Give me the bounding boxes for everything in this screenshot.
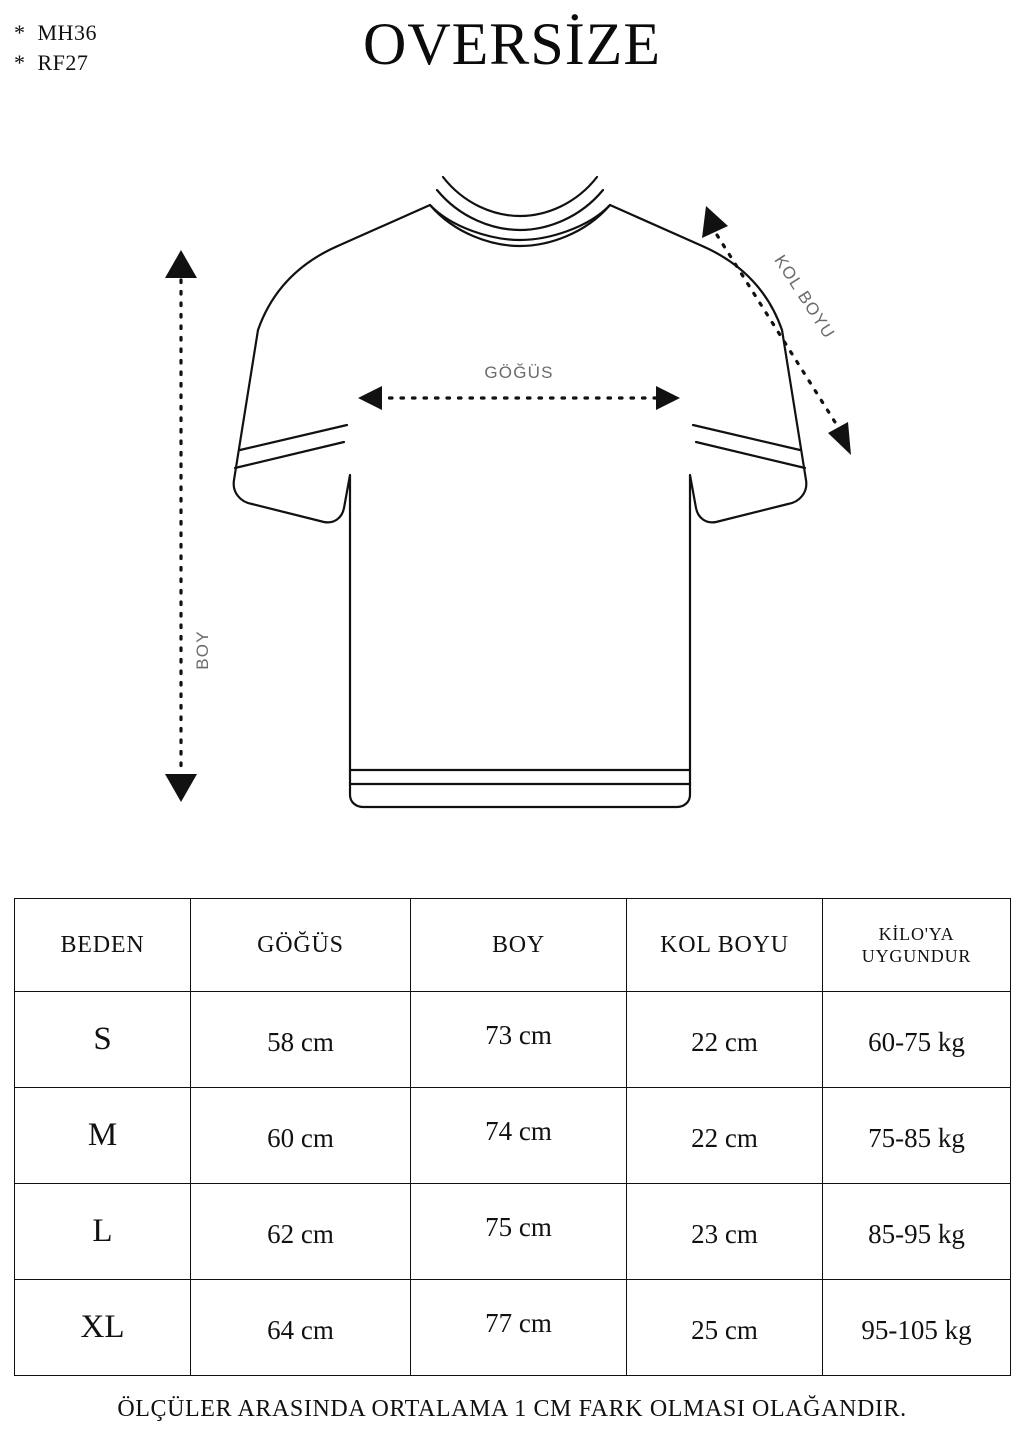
footnote: ÖLÇÜLER ARASINDA ORTALAMA 1 CM FARK OLMASI OLAĞANDIR. bbox=[117, 1396, 907, 1422]
table-row bbox=[15, 1088, 1011, 1184]
cell-gogus: 62 cm bbox=[191, 1184, 411, 1280]
cell-gogus: 58 cm bbox=[191, 992, 411, 1088]
table-row bbox=[15, 1184, 1011, 1280]
column-header-boy: BOY bbox=[411, 899, 627, 992]
length-dimension-label: BOY bbox=[193, 630, 212, 670]
cell-beden: M bbox=[15, 1088, 191, 1184]
chest-dimension-label: GÖĞÜS bbox=[484, 363, 554, 382]
cell-kol-boyu: 23 cm bbox=[627, 1184, 823, 1280]
cell-kilo: 60-75 kg bbox=[823, 992, 1011, 1088]
tshirt-outline bbox=[234, 177, 807, 807]
cell-gogus: 60 cm bbox=[191, 1088, 411, 1184]
size-chart-table bbox=[14, 898, 1011, 1376]
cell-kol-boyu: 25 cm bbox=[627, 1280, 823, 1376]
sleeve-dimension-label: KOL BOYU bbox=[770, 251, 839, 343]
cell-beden: S bbox=[15, 992, 191, 1088]
chest-dimension bbox=[358, 363, 680, 410]
cell-boy: 77 cm bbox=[411, 1280, 627, 1376]
cell-boy: 74 cm bbox=[411, 1088, 627, 1184]
cell-gogus: 64 cm bbox=[191, 1280, 411, 1376]
column-header-kilo-line1: KİLO'YA bbox=[878, 924, 955, 944]
table-row bbox=[15, 992, 1011, 1088]
cell-kilo: 75-85 kg bbox=[823, 1088, 1011, 1184]
cell-beden: L bbox=[15, 1184, 191, 1280]
size-chart bbox=[14, 898, 1010, 1376]
column-header-gogus: GÖĞÜS bbox=[191, 899, 411, 992]
sleeve-dimension bbox=[702, 206, 851, 455]
cell-kilo: 85-95 kg bbox=[823, 1184, 1011, 1280]
product-code-2: * RF27 bbox=[14, 50, 89, 75]
column-header-kilo-line2: UYGUNDUR bbox=[861, 946, 972, 966]
column-header-kilo bbox=[823, 899, 1011, 992]
cell-kol-boyu: 22 cm bbox=[627, 1088, 823, 1184]
column-header-kol-boyu: KOL BOYU bbox=[627, 899, 823, 992]
cell-boy: 75 cm bbox=[411, 1184, 627, 1280]
product-code-1: * MH36 bbox=[14, 20, 97, 45]
page-title: OVERSİZE bbox=[363, 11, 661, 77]
cell-kol-boyu: 22 cm bbox=[627, 992, 823, 1088]
cell-boy: 73 cm bbox=[411, 992, 627, 1088]
table-header-row bbox=[15, 899, 1011, 992]
length-dimension bbox=[165, 250, 212, 802]
cell-kilo: 95-105 kg bbox=[823, 1280, 1011, 1376]
tshirt-diagram bbox=[0, 150, 1024, 880]
column-header-beden: BEDEN bbox=[15, 899, 191, 992]
cell-beden: XL bbox=[15, 1280, 191, 1376]
table-row bbox=[15, 1280, 1011, 1376]
